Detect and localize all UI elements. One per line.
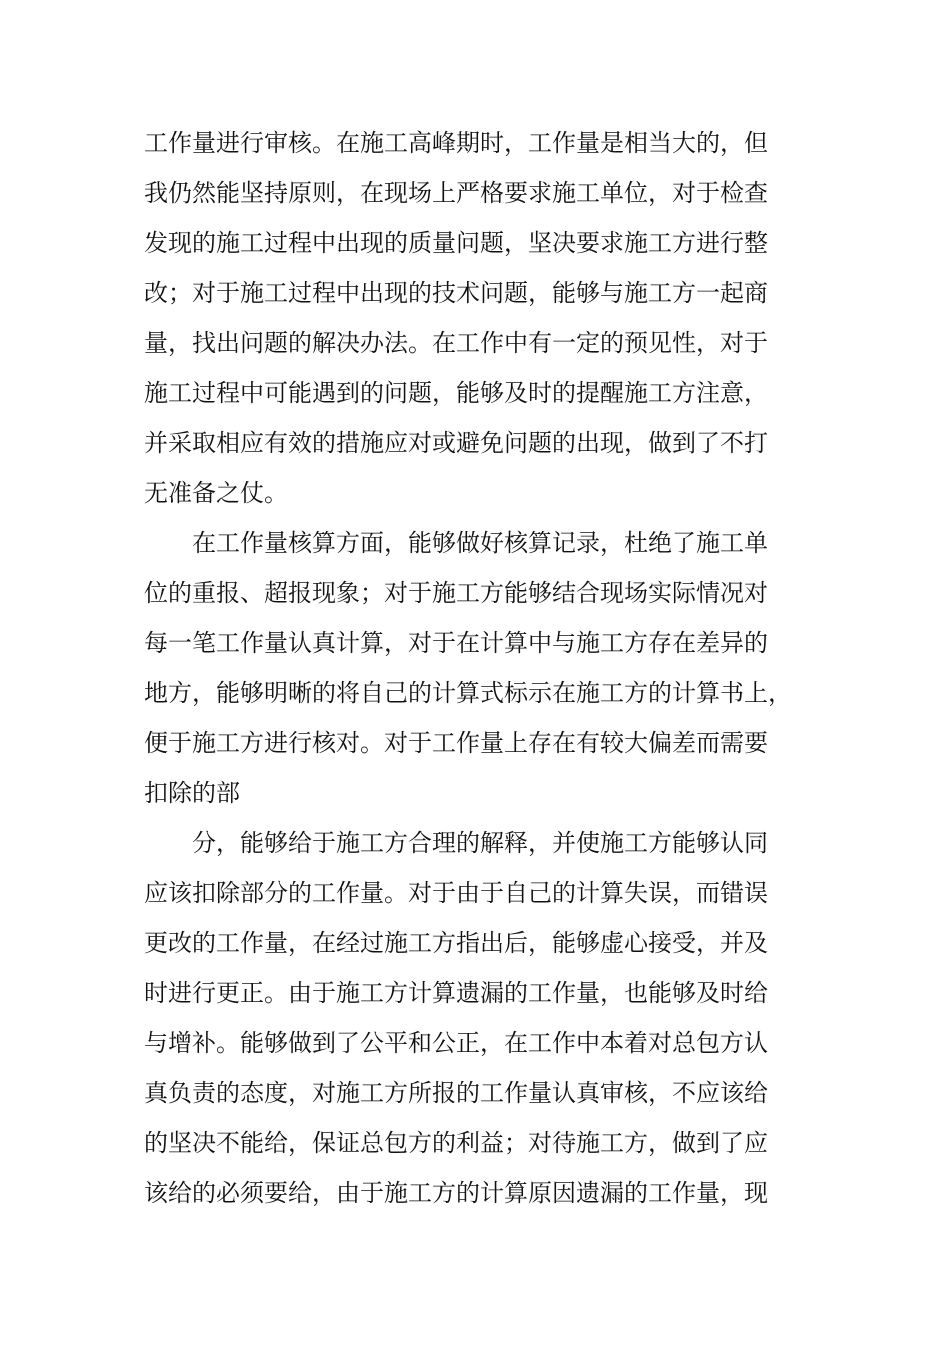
text-line: 地方，能够明晰的将自己的计算式标示在施工方的计算书上， xyxy=(144,679,792,707)
paragraph-start-line: 分，能够给于施工方合理的解释，并使施工方能够认同 xyxy=(192,829,768,857)
text-line: 位的重报、超报现象；对于施工方能够结合现场实际情况对 xyxy=(144,579,768,607)
text-line: 改；对于施工过程中出现的技术问题，能够与施工方一起商 xyxy=(144,279,768,307)
text-line: 的坚决不能给，保证总包方的利益；对待施工方，做到了应 xyxy=(144,1129,768,1157)
text-line: 量，找出问题的解决办法。在工作中有一定的预见性，对于 xyxy=(144,329,768,357)
text-line: 更改的工作量，在经过施工方指出后，能够虚心接受，并及 xyxy=(144,929,768,957)
text-line: 发现的施工过程中出现的质量问题，坚决要求施工方进行整 xyxy=(144,229,768,257)
text-line: 每一笔工作量认真计算，对于在计算中与施工方存在差异的 xyxy=(144,629,768,657)
text-line: 与增补。能够做到了公平和公正，在工作中本着对总包方认 xyxy=(144,1029,768,1057)
body-text xyxy=(144,118,792,1218)
text-line: 便于施工方进行核对。对于工作量上存在有较大偏差而需要 xyxy=(144,729,768,757)
text-line: 扣除的部 xyxy=(144,779,240,807)
text-line: 工作量进行审核。在施工高峰期时，工作量是相当大的，但 xyxy=(144,129,768,157)
text-line: 并采取相应有效的措施应对或避免问题的出现，做到了不打 xyxy=(144,429,768,457)
text-line: 该给的必须要给，由于施工方的计算原因遗漏的工作量，现 xyxy=(144,1179,768,1207)
text-line: 施工过程中可能遇到的问题，能够及时的提醒施工方注意， xyxy=(144,379,768,407)
text-line: 我仍然能坚持原则，在现场上严格要求施工单位，对于检查 xyxy=(144,179,768,207)
text-line: 真负责的态度，对施工方所报的工作量认真审核，不应该给 xyxy=(144,1079,768,1107)
paragraph-start-line: 在工作量核算方面，能够做好核算记录，杜绝了施工单 xyxy=(192,529,768,557)
text-line: 应该扣除部分的工作量。对于由于自己的计算失误，而错误 xyxy=(144,879,768,907)
text-line: 时进行更正。由于施工方计算遗漏的工作量，也能够及时给 xyxy=(144,979,768,1007)
text-line: 无准备之仗。 xyxy=(144,479,288,507)
